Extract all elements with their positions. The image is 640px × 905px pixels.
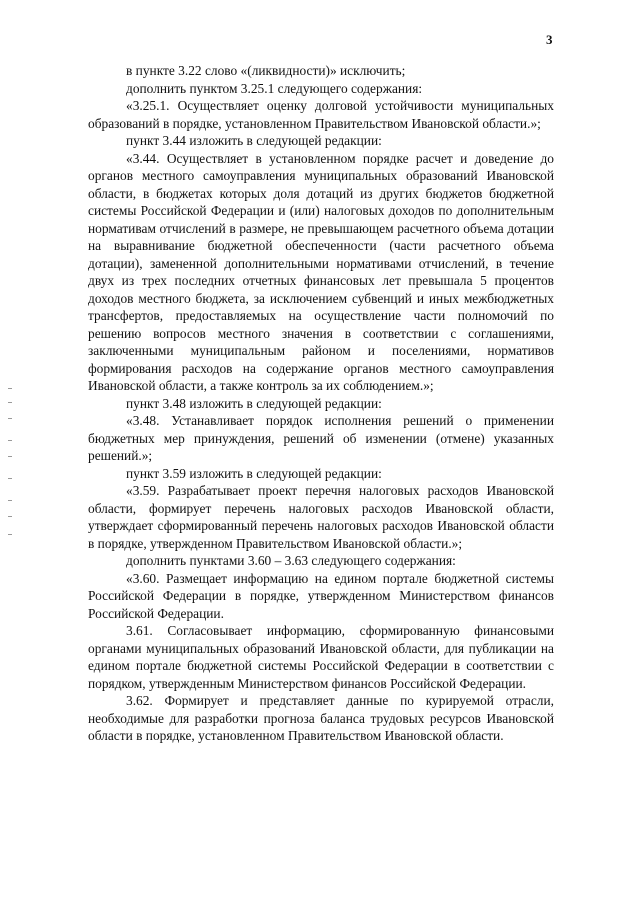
document-body [88,62,554,745]
paragraph-3-48-intro: пункт 3.48 изложить в следующей редакции: [126,395,382,411]
paragraph-clause-3-25-1: «3.25.1. Осуществляет оценку долговой устойчивости муниципальных образований в порядке, установленном Правительством Ивановской области.»; [88,98,554,131]
paragraph-3-59-intro: пункт 3.59 изложить в следующей редакции: [126,465,382,481]
paragraph-clause-3-48: «3.48. Устанавливает порядок исполнения решений о применении бюджетных мер принуждения, решений об изменении (отмене) указанных решений.»; [88,413,554,463]
paragraph-3-60-3-63-intro: дополнить пунктами 3.60 – 3.63 следующего содержания: [126,553,456,568]
margin-scan-marks [8,388,14,538]
paragraph-delete-word: в пункте 3.22 слово «(ликвидности)» исключить; [126,63,406,78]
page-number: 3 [546,32,553,47]
paragraph-clause-3-61: 3.61. Согласовывает информацию, сформированную финансовыми органами муниципальных образований Ивановской области, для публикации на едином портале бюджетной системы Российской Федерации в соответствии с порядком, утвержденным Министерством финансов Российской Федерации. [88,623,554,691]
paragraph-clause-3-60: «3.60. Размещает информацию на едином портале бюджетной системы Российской Федерации в порядке, утвержденном Министерством финансов Российской Федерации. [88,570,554,621]
paragraph-3-44-intro: пункт 3.44 изложить в следующей редакции: [126,133,382,148]
paragraph-add-3-25-1-intro: дополнить пунктом 3.25.1 следующего содержания: [126,80,423,96]
paragraph-clause-3-62: 3.62. Формирует и представляет данные по курируемой отрасли, необходимые для разработки прогноза баланса трудовых ресурсов Ивановской области в порядке, установленном Правительством Ивановской области. [88,693,554,743]
paragraph-clause-3-44: «3.44. Осуществляет в установленном порядке расчет и доведение до органов местного самоуправления муниципальных образований Ивановской области, в бюджетах которых доля дотаций из других бюджетов бюджетной системы Российской Федерации и (или) налоговых доходов по дополнительным нормативам отчислений в размере, не превышающем расчетного объема дотации на выравнивание бюджетной обеспеченности (части расчетного объема дотации), замененной дополнительными нормативами отчислений, в течение двух из трех последних отчетных финансовых лет превышала 5 процентов доходов местного бюджета, за исключением субвенций и иных межбюджетных трансфертов, предоставляемых на осуществление части полномочий по решению вопросов местного значения в соответствии с соглашениями, заключенными муниципальным районом и поселениями, нормативов формирования расходов на содержание органов местного самоуправления Ивановской области, а также контроль за их соблюдением.»; [88,150,554,393]
paragraph-clause-3-59: «3.59. Разрабатывает проект перечня налоговых расходов Ивановской области, формирует перечень налоговых расходов Ивановской области, утверждает сформированный перечень налоговых расходов Ивановской области в порядке, утвержденном Правительством Ивановской области.»; [88,483,554,551]
